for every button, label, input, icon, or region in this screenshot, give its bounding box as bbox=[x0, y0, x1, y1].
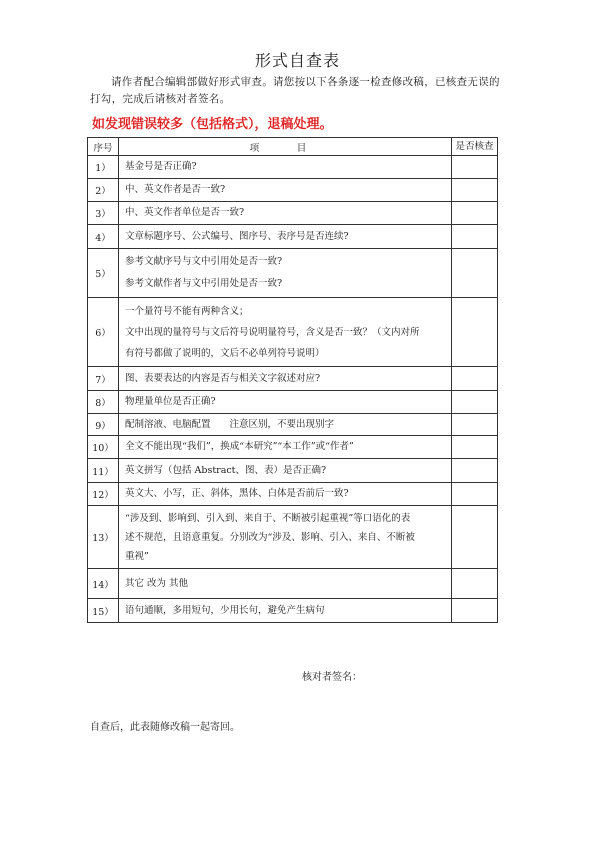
table-row bbox=[88, 179, 498, 202]
row-check-cell[interactable] bbox=[452, 156, 498, 179]
row-item-line: “涉及到、影响到、引入到、来自于、不断被引起重视”等口语化的表 bbox=[125, 512, 411, 524]
row-item bbox=[119, 436, 452, 459]
row-item-line: 中、英文作者单位是否一致? bbox=[125, 207, 245, 218]
header-check: 是否核查 bbox=[452, 138, 498, 156]
row-item bbox=[119, 249, 452, 298]
row-item-line: 参考文献序号与文中引用处是否一致? bbox=[125, 256, 283, 267]
header-item: 项 目 bbox=[119, 138, 452, 156]
row-item-line: 图、表要表达的内容是否与相关文字叙述对应? bbox=[125, 372, 321, 384]
row-number: 2） bbox=[88, 179, 119, 202]
row-check-cell[interactable] bbox=[452, 506, 498, 569]
row-check-cell[interactable] bbox=[452, 202, 498, 225]
table-row bbox=[88, 483, 498, 506]
row-item-line: 配制溶液、电脑配置 注意区别，不要出现别字 bbox=[125, 418, 335, 430]
row-check-cell[interactable] bbox=[452, 225, 498, 249]
row-number: 5） bbox=[88, 249, 119, 298]
row-item bbox=[119, 569, 452, 599]
row-number: 12） bbox=[88, 483, 119, 506]
row-item-line: 基金号是否正确? bbox=[125, 161, 197, 172]
row-item-line: 一个量符号不能有两种含义； bbox=[125, 305, 249, 317]
table-row bbox=[88, 225, 498, 249]
row-item bbox=[119, 202, 452, 225]
row-item bbox=[119, 414, 452, 436]
table-row bbox=[88, 298, 498, 367]
header-num: 序号 bbox=[88, 138, 119, 156]
row-item bbox=[119, 599, 452, 623]
row-item-line: 英文拼写（包括 Abstract、图、表）是否正确? bbox=[125, 464, 327, 476]
row-item-line: 有符号都做了说明的，文后不必单列符号说明） bbox=[125, 347, 325, 359]
table-row bbox=[88, 436, 498, 459]
row-check-cell[interactable] bbox=[452, 298, 498, 367]
row-item bbox=[119, 367, 452, 391]
table-row bbox=[88, 156, 498, 179]
row-item bbox=[119, 225, 452, 249]
table-row bbox=[88, 569, 498, 599]
row-item-line: 中、英文作者是否一致? bbox=[125, 184, 226, 195]
row-check-cell[interactable] bbox=[452, 599, 498, 623]
row-item bbox=[119, 391, 452, 414]
row-number: 6） bbox=[88, 298, 119, 367]
row-number: 15） bbox=[88, 599, 119, 623]
row-item-line: 语句通顺，多用短句，少用长句，避免产生病句 bbox=[125, 604, 325, 616]
row-number: 8） bbox=[88, 391, 119, 414]
row-check-cell[interactable] bbox=[452, 367, 498, 391]
row-number: 4） bbox=[88, 225, 119, 249]
row-check-cell[interactable] bbox=[452, 414, 498, 436]
table-header-row bbox=[88, 138, 498, 156]
row-check-cell[interactable] bbox=[452, 569, 498, 599]
row-number: 9） bbox=[88, 414, 119, 436]
table-row bbox=[88, 506, 498, 569]
row-number: 13） bbox=[88, 506, 119, 569]
row-number: 1） bbox=[88, 156, 119, 179]
table-row bbox=[88, 459, 498, 483]
row-check-cell[interactable] bbox=[452, 391, 498, 414]
row-item-line: 重视” bbox=[125, 550, 149, 562]
row-check-cell[interactable] bbox=[452, 436, 498, 459]
intro-paragraph: 请作者配合编辑部做好形式审查。请您按以下各条逐一检查修改稿，已核查无误的打勾，完成后请核对者签名。 bbox=[90, 76, 500, 105]
row-number: 7） bbox=[88, 367, 119, 391]
row-number: 14） bbox=[88, 569, 119, 599]
row-check-cell[interactable] bbox=[452, 459, 498, 483]
row-item-line: 文章标题序号、公式编号、图序号、表序号是否连续? bbox=[125, 230, 349, 242]
row-check-cell[interactable] bbox=[452, 483, 498, 506]
checklist-table bbox=[87, 137, 498, 623]
table-row bbox=[88, 367, 498, 391]
signer-label: 核对者签名： bbox=[302, 672, 362, 683]
row-number: 3） bbox=[88, 202, 119, 225]
row-check-cell[interactable] bbox=[452, 179, 498, 202]
table-row bbox=[88, 391, 498, 414]
row-item-line: 其它 改为 其他 bbox=[125, 577, 189, 589]
table-row bbox=[88, 249, 498, 298]
row-item-line: 全文不能出现“我们”，换成“本研究”“本工作”或“作者” bbox=[125, 441, 354, 452]
warning-notice: 如发现错误较多（包括格式），退稿处理。 bbox=[92, 117, 333, 132]
row-item-line: 英文大、小写，正、斜体，黑体、白体是否前后一致? bbox=[125, 488, 349, 499]
row-number: 11） bbox=[88, 459, 119, 483]
page-title: 形式自查表 bbox=[254, 51, 340, 70]
row-item bbox=[119, 179, 452, 202]
row-item-line: 参考文献作者与文中引用处是否一致? bbox=[125, 278, 283, 289]
row-item-line: 述不规范，且语意重复。分别改为“涉及、影响、引入、来自、不断被 bbox=[125, 531, 415, 543]
footer-note: 自查后，此表随修改稿一起寄回。 bbox=[90, 722, 240, 733]
row-item bbox=[119, 506, 452, 569]
row-item bbox=[119, 156, 452, 179]
table-row bbox=[88, 202, 498, 225]
row-number: 10） bbox=[88, 436, 119, 459]
row-item bbox=[119, 298, 452, 367]
row-item-line: 物理量单位是否正确? bbox=[125, 396, 216, 407]
row-item bbox=[119, 459, 452, 483]
row-item bbox=[119, 483, 452, 506]
row-item-line: 文中出现的量符号与文后符号说明量符号，含义是否一致？（文内对所 bbox=[125, 326, 420, 338]
table-row bbox=[88, 599, 498, 623]
row-check-cell[interactable] bbox=[452, 249, 498, 298]
table-row bbox=[88, 414, 498, 436]
